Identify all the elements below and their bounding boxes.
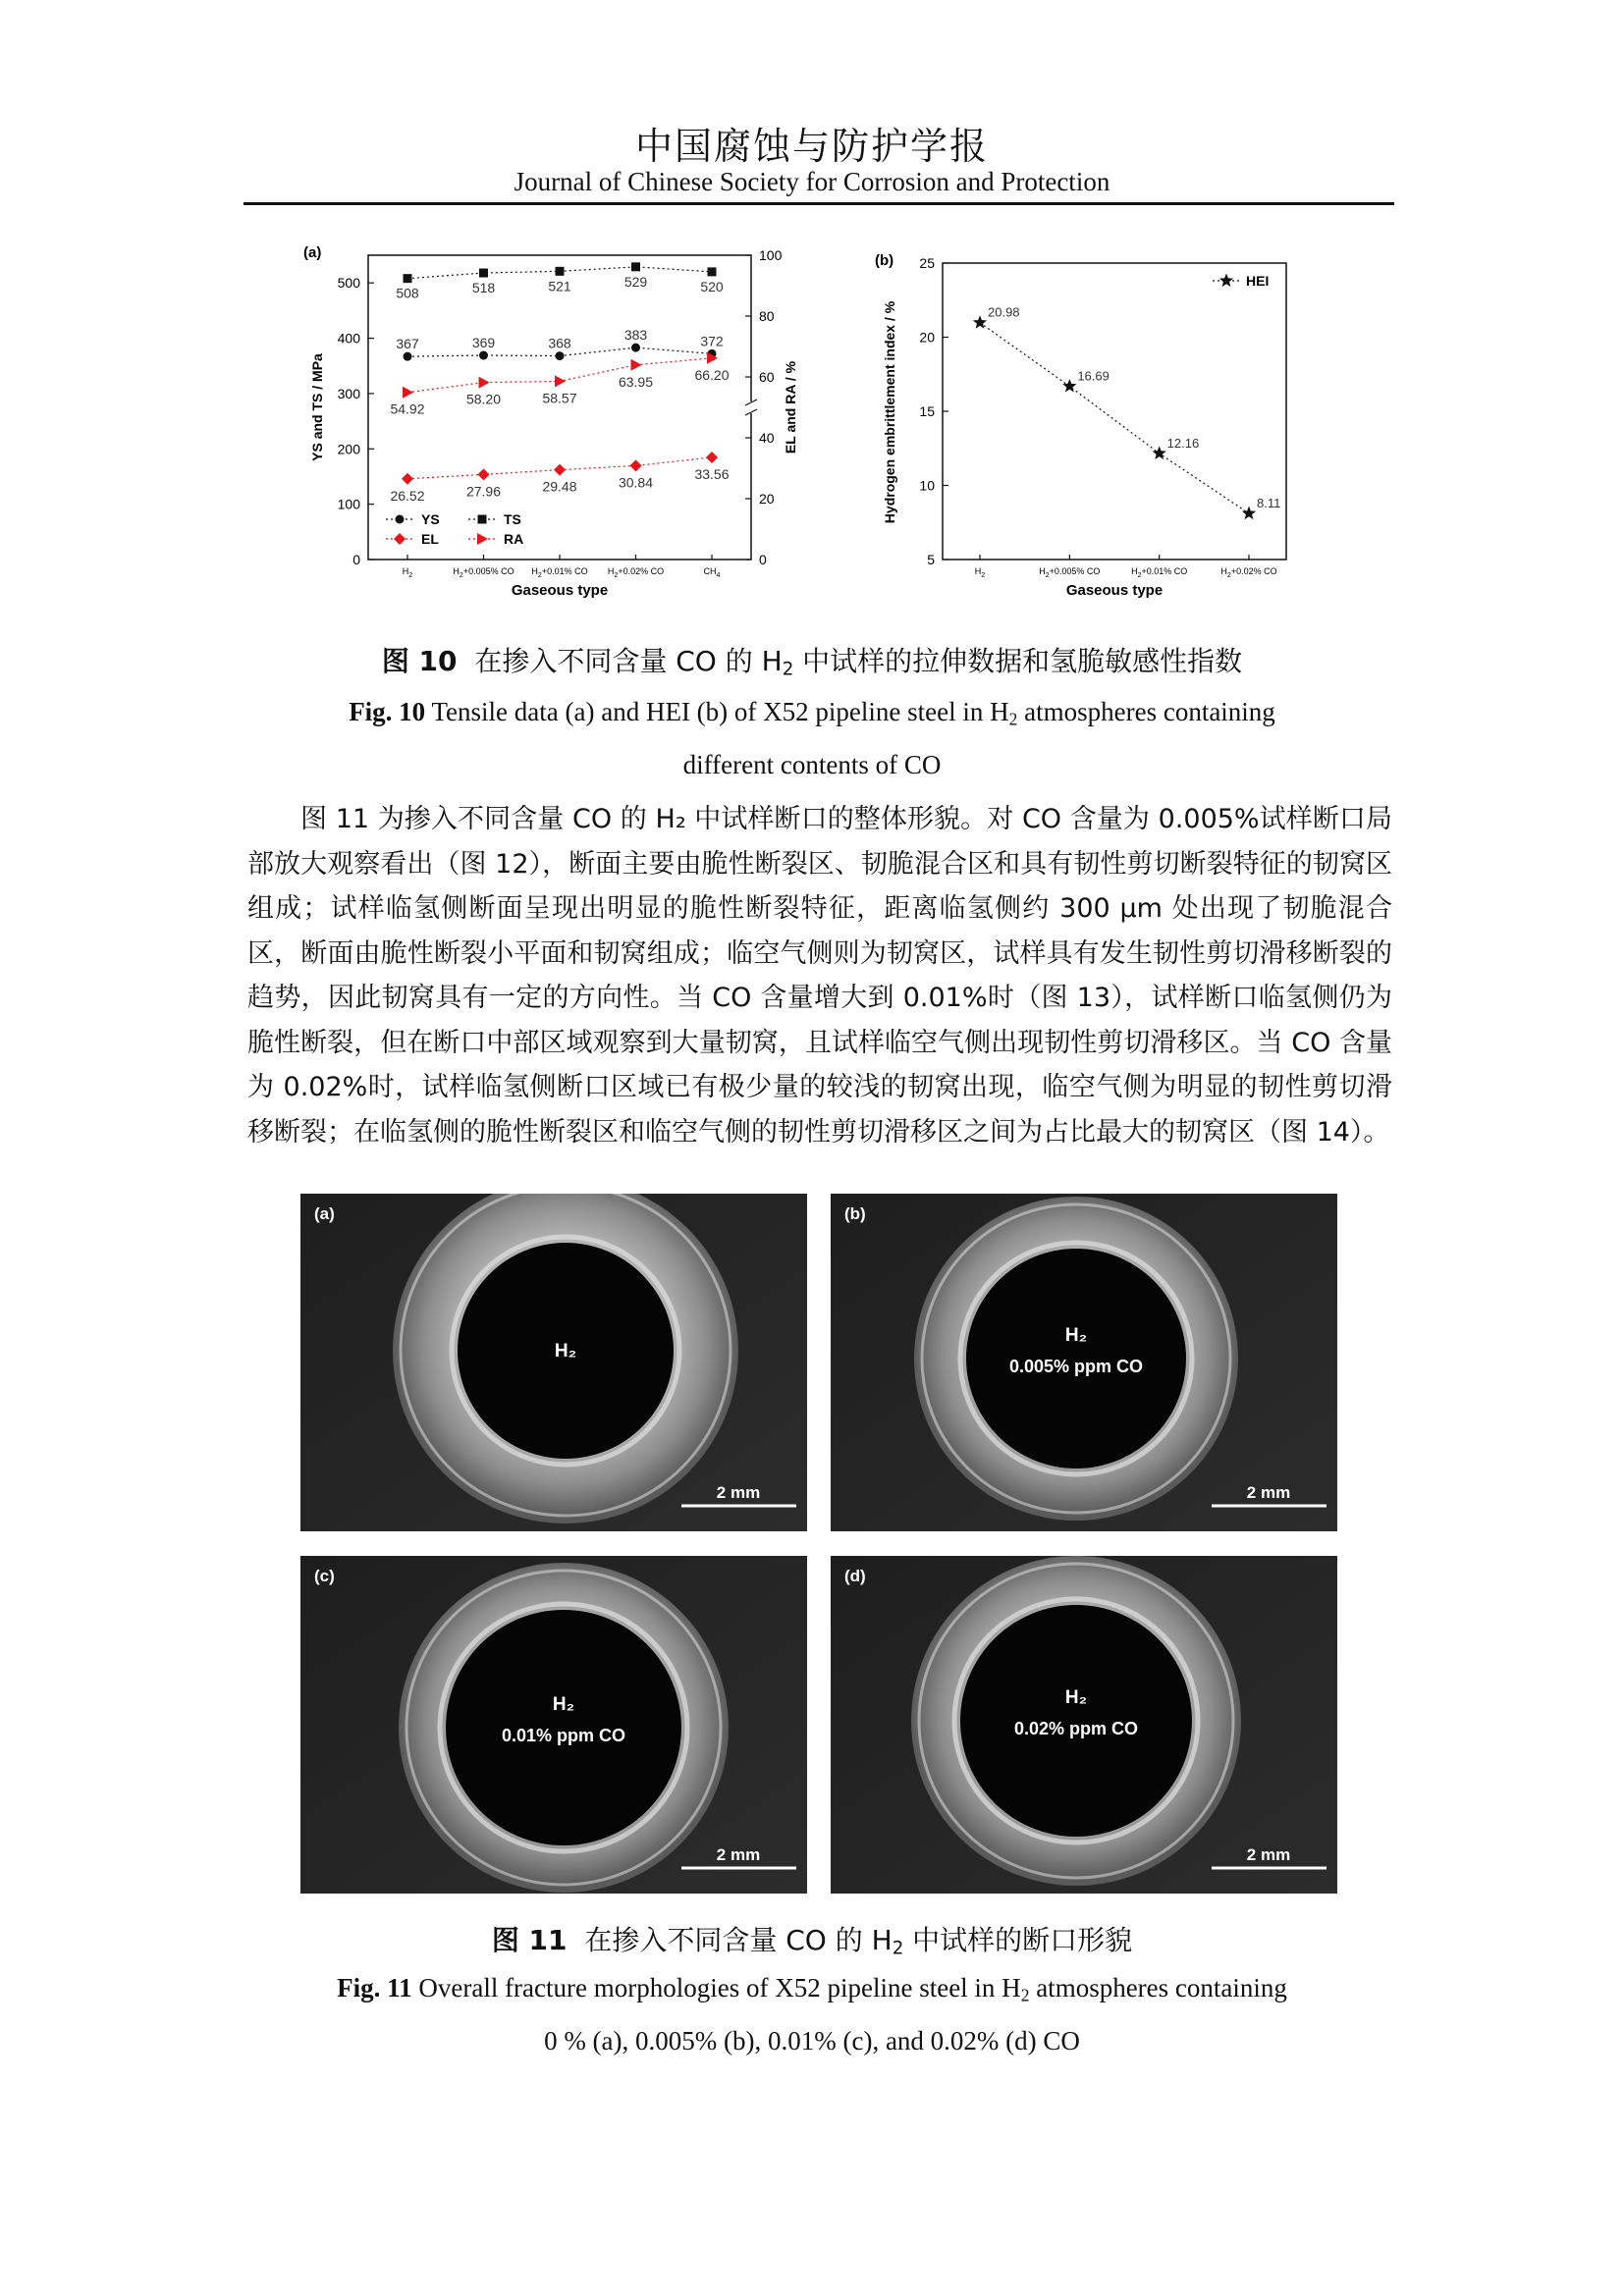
chart-a-category-label: $H_2+0.005\%$ CO — [453, 566, 514, 579]
sem-co-label: 0.005% ppm CO — [1008, 1357, 1144, 1376]
chart-b-line-hei — [980, 323, 1249, 513]
sem-image — [831, 1556, 1337, 1894]
chart-a-data-label-ts: 529 — [623, 273, 648, 290]
legend-marker-ts — [478, 515, 487, 524]
fig11-caption-en — [0, 1973, 1624, 2003]
chart-a-point-ts — [556, 267, 565, 276]
chart-a-point-el — [554, 464, 566, 476]
chart-a-left-tick-label: 500 — [337, 275, 360, 292]
chart-a-data-label-ys: 372 — [700, 333, 724, 349]
chart-a — [303, 244, 798, 599]
scale-bar-label: 2 mm — [716, 1845, 761, 1864]
fig11-panel-c — [300, 1556, 807, 1894]
chart-a-ylabel-left: YS and TS / MPa — [309, 353, 325, 461]
chart-a-legend — [386, 511, 523, 547]
chart-a-data-label-el: 26.52 — [390, 487, 425, 504]
chart-b-data-label-hei: 16.69 — [1077, 368, 1110, 384]
header-rule — [244, 202, 1394, 205]
chart-a-data-label-el: 29.48 — [542, 478, 577, 495]
fig11-panel-a — [300, 1194, 807, 1531]
body-paragraph: 图 11 为掺入不同含量 CO 的 H₂ 中试样断口的整体形貌。对 CO 含量为 0.005%试样断口局部放大观察看出（图 12），断面主要由脆性断裂区、韧脆混合区和具有韧性剪切断裂特征的韧窝区组成；试样临氢侧断面呈现出明显的脆性断裂特征，距离临氢侧约 300 μm 处出现了韧脆混合区，断面由脆性断裂小平面和韧窝组成；临空气侧则为韧窝区，试样具有发生韧性剪切滑移断裂的趋势，因此韧窝具有一定的方向性。当 CO 含量增大到 0.01%时（图 13），试样断口临氢侧仍为脆性断裂，但在断口中部区域观察到大量韧窝，且试样临空气侧出现韧性剪切滑移区。当 CO 含量为 0.02%时，试样临氢侧断口区域已有极少量的较浅的韧窝出现，临空气侧为明显的韧性剪切滑移断裂；在临氢侧的脆性断裂区和临空气侧的韧性剪切滑移区之间为占比最大的韧窝区（图 14）。 — [247, 804, 1392, 1148]
chart-b-category-label: $H_2+0.02\%$ CO — [1220, 566, 1277, 579]
chart-a-line-ra — [407, 358, 712, 393]
chart-b — [875, 252, 1286, 599]
chart-b-data-label-hei: 8.11 — [1257, 496, 1281, 511]
fig10-caption-en-text-b: atmospheres containing — [1017, 697, 1275, 726]
legend-label-el: EL — [421, 531, 439, 547]
chart-a-series — [390, 262, 729, 503]
chart-a-data-label-ra: 66.20 — [694, 366, 730, 383]
chart-a-right-tick-label: 60 — [759, 369, 775, 385]
chart-b-panel-label: (b) — [875, 252, 894, 269]
chart-b-y-tick-label: 5 — [927, 552, 935, 567]
sem-gas-label: H₂ — [552, 1694, 575, 1715]
legend-marker-ys — [396, 515, 405, 524]
legend-marker-ra — [477, 533, 488, 545]
chart-a-right-tick-label: 100 — [759, 247, 783, 263]
chart-a-data-label-ts: 520 — [700, 278, 724, 294]
chart-a-data-label-el: 33.56 — [694, 465, 730, 482]
legend-marker-hei — [1219, 274, 1233, 288]
sem-panel-label: (d) — [844, 1567, 866, 1585]
scale-bar-label: 2 mm — [716, 1483, 761, 1502]
chart-a-data-label-ys: 383 — [623, 327, 648, 344]
chart-b-y-tick-label: 25 — [919, 255, 935, 271]
chart-a-right-tick-label: 80 — [759, 308, 775, 324]
chart-a-left-tick-label: 300 — [337, 385, 360, 401]
chart-a-panel-label: (a) — [303, 244, 322, 261]
fig11-caption-en-text-b: atmospheres containing — [1029, 1973, 1287, 2002]
legend-label-ys: YS — [421, 511, 440, 527]
chart-a-left-tick-label: 100 — [337, 496, 360, 512]
sem-image — [300, 1194, 807, 1531]
chart-b-y-tick-label: 10 — [919, 477, 935, 494]
chart-a-category-label: $H_2+0.01\%$ CO — [531, 566, 588, 579]
chart-b-category-label: $H_2$ — [974, 566, 986, 579]
chart-b-point-hei — [1062, 379, 1076, 393]
fig11-caption-en-sub: 2 — [1020, 1985, 1030, 2005]
sem-image — [831, 1194, 1337, 1531]
chart-a-left-tick-label: 200 — [337, 441, 360, 457]
chart-b-legend — [1213, 273, 1269, 289]
chart-a-point-ys — [404, 352, 412, 361]
chart-a-left-tick-label: 0 — [352, 552, 360, 567]
fig11-caption-cn-text-a: 在掺入不同含量 CO 的 H — [584, 1924, 893, 1956]
chart-a-data-label-ts: 518 — [471, 280, 496, 296]
chart-a-point-ts — [404, 274, 412, 283]
sem-image — [300, 1556, 807, 1894]
chart-a-point-el — [630, 459, 642, 471]
chart-b-categories — [975, 555, 1277, 579]
chart-a-point-ra — [555, 375, 566, 387]
chart-b-y-tick-label: 20 — [919, 329, 935, 346]
chart-b-y-tick-label: 15 — [919, 403, 935, 419]
chart-a-point-ts — [479, 269, 488, 278]
fig10-caption-en-sub: 2 — [1008, 709, 1018, 729]
fig10-caption-cn-label: 图 10 — [381, 645, 458, 677]
chart-b-y-axis — [919, 255, 948, 567]
chart-b-point-hei — [1153, 446, 1166, 459]
sem-panel-label: (b) — [844, 1204, 866, 1223]
chart-a-point-ra — [403, 387, 413, 399]
chart-b-category-label: $H_2+0.01\%$ CO — [1131, 566, 1188, 579]
chart-a-data-label-ys: 369 — [471, 335, 496, 351]
chart-b-data-label-hei: 20.98 — [988, 304, 1020, 320]
legend-marker-el — [394, 533, 406, 545]
sem-gas-label: H₂ — [1064, 1687, 1088, 1708]
chart-a-point-ys — [479, 351, 488, 360]
chart-a-data-label-ys: 367 — [396, 336, 419, 352]
fig11-caption-cn-text-b: 中试样的断口形貌 — [903, 1924, 1133, 1956]
chart-a-point-ra — [631, 359, 642, 371]
chart-a-xlabel: Gaseous type — [511, 582, 609, 599]
figure-10 — [290, 236, 1321, 609]
chart-a-data-label-el: 30.84 — [618, 474, 654, 491]
chart-a-data-label-ra: 58.57 — [542, 390, 577, 406]
chart-a-data-label-ts: 508 — [396, 285, 419, 301]
fig10-caption-cn — [0, 640, 1624, 679]
chart-a-point-el — [478, 468, 490, 480]
chart-a-point-el — [402, 473, 413, 485]
chart-a-point-ts — [708, 267, 717, 276]
chart-b-data-label-hei: 12.16 — [1166, 435, 1200, 451]
chart-a-data-label-el: 27.96 — [465, 483, 502, 500]
scale-bar-label: 2 mm — [1246, 1845, 1291, 1864]
fig10-caption-cn-text-a: 在掺入不同含量 CO 的 H — [474, 645, 783, 677]
chart-a-point-ys — [631, 344, 640, 352]
fig10-caption-en-text-a: Tensile data (a) and HEI (b) of X52 pipeline steel in H — [425, 697, 1009, 726]
fig11-caption-en-label: Fig. 11 — [337, 1973, 412, 2002]
fig11-panel-b — [831, 1194, 1337, 1531]
chart-a-data-label-ra: 54.92 — [390, 400, 425, 417]
chart-a-point-ys — [556, 351, 565, 360]
fig10-caption-en-label: Fig. 10 — [349, 697, 426, 726]
chart-a-data-label-ra: 63.95 — [618, 373, 654, 390]
legend-label-hei: HEI — [1246, 273, 1270, 289]
journal-title-en: Journal of Chinese Society for Corrosion and Protection — [514, 167, 1110, 196]
fig11-panel-d — [831, 1556, 1337, 1894]
scale-bar-label: 2 mm — [1246, 1483, 1291, 1502]
fig10-caption-cn-sub: 2 — [782, 659, 794, 680]
chart-a-data-label-ys: 368 — [548, 335, 571, 351]
sem-gas-label: H₂ — [554, 1341, 577, 1362]
fig11-caption-cn — [0, 1919, 1624, 1958]
chart-a-right-tick-label: 40 — [759, 430, 775, 446]
sem-co-label: 0.01% ppm CO — [501, 1726, 626, 1745]
fig11-caption-en-text-a: Overall fracture morphologies of X52 pipeline steel in H — [411, 1973, 1021, 2002]
fig11-caption-en-line2: 0 % (a), 0.005% (b), 0.01% (c), and 0.02% (d) CO — [544, 2026, 1080, 2056]
sem-panel-label: (c) — [314, 1567, 335, 1585]
chart-b-category-label: $H_2+0.005\%$ CO — [1039, 566, 1101, 579]
fig10-caption-en-line2: different contents of CO — [682, 750, 942, 779]
chart-b-ylabel: Hydrogen embrittlement index / % — [882, 300, 897, 524]
sem-co-label: 0.02% ppm CO — [1013, 1719, 1139, 1738]
legend-label-ts: TS — [504, 511, 521, 527]
chart-a-categories — [403, 555, 721, 579]
chart-b-point-hei — [1242, 507, 1256, 520]
chart-a-right-tick-label: 0 — [759, 552, 767, 567]
chart-a-category-label: $H_2+0.02\%$ CO — [607, 566, 665, 579]
fig11-caption-cn-sub: 2 — [892, 1938, 904, 1959]
fig10-caption-cn-text-b: 中试样的拉伸数据和氢脆敏感性指数 — [793, 645, 1243, 677]
chart-a-right-tick-label: 20 — [759, 491, 775, 507]
fig11-caption-cn-label: 图 11 — [491, 1924, 568, 1956]
chart-a-left-tick-label: 400 — [337, 330, 360, 347]
chart-b-xlabel: Gaseous type — [1065, 582, 1164, 599]
chart-b-series — [973, 305, 1280, 519]
fig10-caption-en — [0, 697, 1624, 727]
chart-a-category-label: $H_2$ — [402, 566, 413, 579]
chart-a-point-ts — [631, 262, 640, 271]
chart-a-point-ra — [479, 377, 490, 389]
chart-a-ylabel-right: EL and RA / % — [783, 360, 798, 454]
legend-label-ra: RA — [504, 531, 524, 547]
chart-a-data-label-ts: 521 — [548, 278, 571, 294]
chart-a-data-label-ra: 58.20 — [465, 391, 502, 407]
chart-a-point-el — [706, 452, 718, 463]
chart-a-category-label: $CH_4$ — [703, 566, 721, 579]
sem-panel-label: (a) — [314, 1204, 335, 1223]
journal-title-cn: 中国腐蚀与防护学报 — [634, 125, 989, 168]
sem-gas-label: H₂ — [1064, 1325, 1088, 1346]
